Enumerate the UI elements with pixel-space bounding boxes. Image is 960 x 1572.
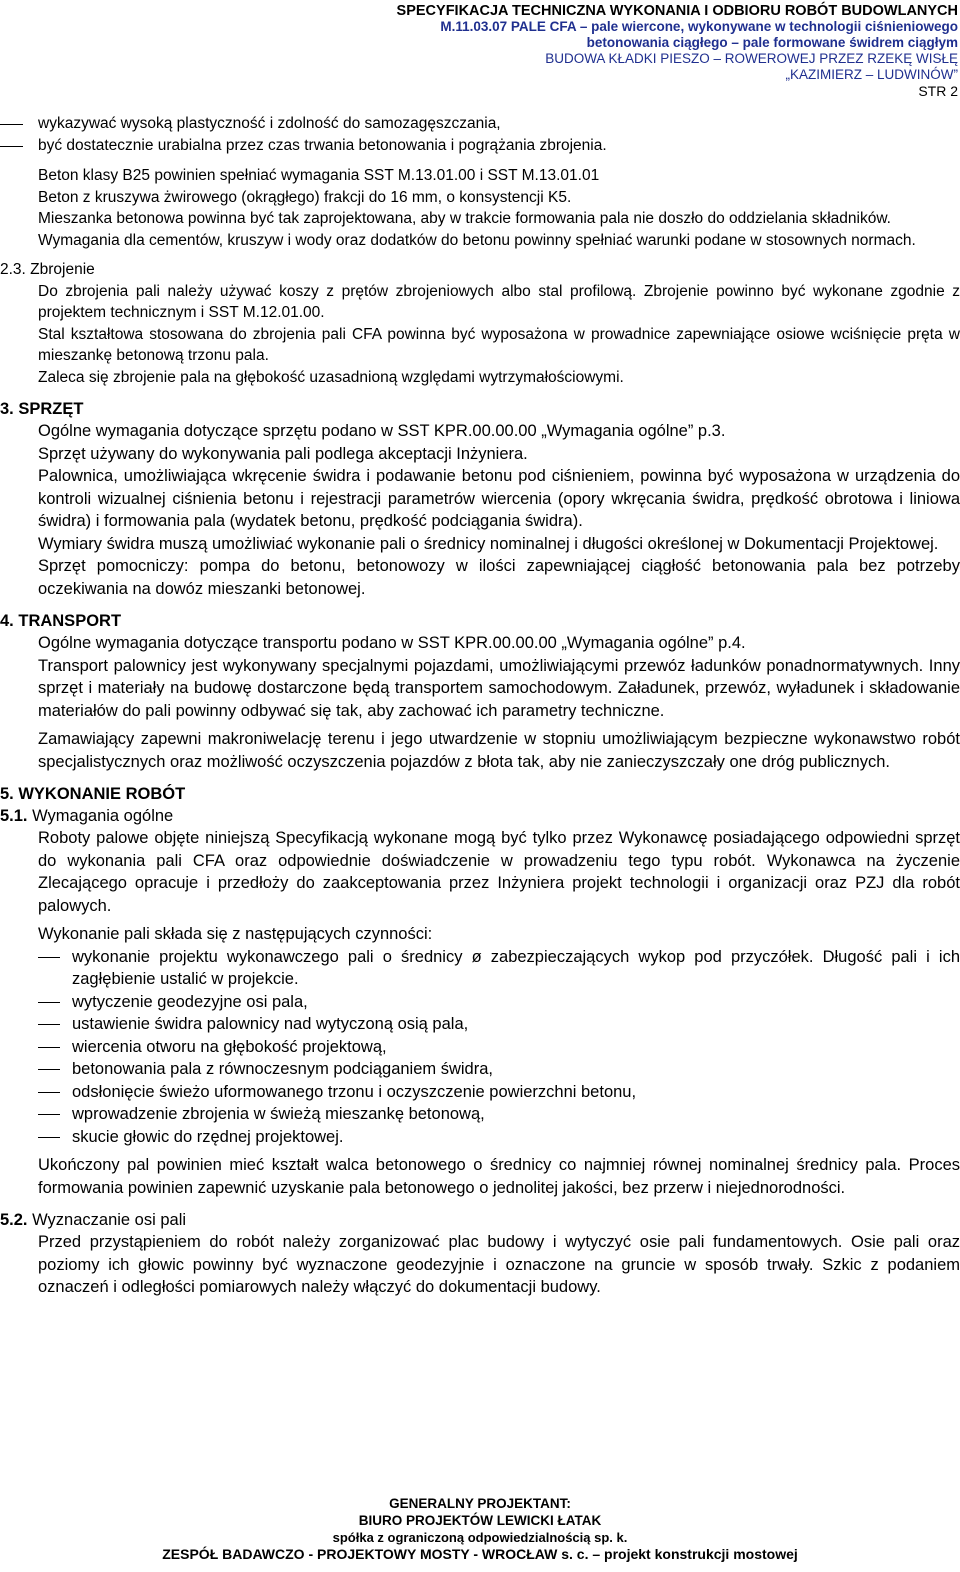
paragraph-mix: Mieszanka betonowa powinna być tak zaprojektowana, aby w trakcie formowania pala nie doszło do oddzielania składników. [38,210,891,227]
paragraph-works-1: Roboty palowe objęte niniejszą Specyfikacją wykonane mogą być tylko przez Wykonawcę posiadającego odpowiedni sprzęt do wykonania pali CFA oraz odpowiednie doświadczenie w prowadzeniu tego typu robót. Wykonawca na życzenie Zlecającego opracuje i przedłoży do zaakceptowania przez Inżyniera projekt technologii i organizacji oraz PZJ dla robót palowych. [38,829,960,915]
steps-list [0,946,960,1149]
page-header [397,3,958,100]
list-item: skucie głowic do rzędnej projektowej. [0,1126,960,1149]
header-project-name: BUDOWA KŁADKI PIESZO – ROWEROWEJ PRZEZ RZEKĘ WISŁĘ [545,51,958,66]
list-item: wytyczenie geodezyjne osi pala, [0,991,960,1014]
footer-design-team: ZESPÓŁ BADAWCZO - PROJEKTOWY MOSTY - WROCŁAW s. c. – projekt konstrukcji mostowej [162,1546,798,1562]
paragraph-b25: Beton klasy B25 powinien spełniać wymagania SST M.13.01.00 i SST M.13.01.01 [38,167,600,184]
page-footer [0,1495,960,1563]
paragraph-equipment-5: Sprzęt pomocniczy: pompa do betonu, betonowozy w ilości zapewniającej ciągłość betonowania pala bez potrzeby oczekiwania na dowóz mieszanki betonowej. [38,557,960,598]
paragraph-equipment-2: Sprzęt używany do wykonywania pali podlega akceptacji Inżyniera. [38,444,528,463]
list-item: wprowadzenie zbrojenia w świeżą mieszankę betonową, [0,1103,960,1126]
footer-company-form: spółka z ograniczoną odpowiedzialnością sp. k. [332,1530,628,1545]
paragraph-aggregate: Beton z kruszywa żwirowego (okrągłego) frakcji do 16 mm, o konsystencji K5. [38,188,572,206]
list-item: betonowania pala z równoczesnym podciąganiem świdra, [0,1058,960,1081]
footer-general-designer: GENERALNY PROJEKTANT: [389,1496,571,1511]
paragraph-cements: Wymagania dla cementów, kruszyw i wody oraz dodatków do betonu powinny spełniać warunki podane w stosownych normach. [38,231,916,249]
header-location: „KAZIMIERZ – LUDWINÓW” [785,67,958,82]
heading-equipment-title: SPRZĘT [18,400,84,418]
list-item: wiercenia otworu na głębokość projektową, [0,1036,960,1059]
paragraph-works-2: Wykonanie pali składa się z następujących czynności: [38,925,433,943]
paragraph-reinforcement-3: Zaleca się zbrojenie pala na głębokość uzasadnioną względami wytrzymałościowymi. [38,368,624,386]
document-body [0,113,960,1299]
paragraph-reinforcement-2: Stal kształtowa stosowana do zbrojenia pali CFA powinna być wyposażona w prowadnice zapewniające osiowe wciśnięcie pręta w mieszankę betonową trzonu pala. [38,325,960,364]
heading-equipment-number: 3. [0,400,14,418]
header-spec-subtitle: betonowania ciągłego – pale formowane świdrem ciągłym [586,35,958,50]
paragraph-transport-1: Ogólne wymagania dotyczące transportu podano w SST KPR.00.00.00 „Wymagania ogólne” p.4. [38,634,746,652]
list-item: odsłonięcie świeżo uformowanego trzonu i oczyszczenie powierzchni betonu, [0,1081,960,1104]
heading-transport-title: TRANSPORT [18,612,122,630]
header-title: SPECYFIKACJA TECHNICZNA WYKONANIA I ODBIORU ROBÓT BUDOWLANYCH [396,3,958,19]
paragraph-equipment-1: Ogólne wymagania dotyczące sprzętu podano w SST KPR.00.00.00 „Wymagania ogólne” p.3. [38,422,726,440]
heading-general-requirements: 5.1. Wymagania ogólne [0,807,174,825]
header-spec-code: M.11.03.07 PALE CFA – pale wiercone, wykonywane w technologii ciśnieniowego [440,19,958,34]
heading-reinforcement: 2.3. Zbrojenie [0,261,95,278]
footer-company: BIURO PROJEKTÓW LEWICKI ŁATAK [358,1513,602,1528]
list-item: wykonanie projektu wykonawczego pali o średnicy ø zabezpieczających wykop pod przyczółek. Długość pali i ich zagłębienie ustalić w projekcie. [0,946,960,991]
paragraph-reinforcement-1: Do zbrojenia pali należy używać koszy z prętów zbrojeniowych albo stal profilową. Zbrojenie powinno być wykonane zgodnie z projektem technicznym i SST M.12.01.00. [38,282,960,321]
paragraph-transport-2: Transport palownicy jest wykonywany specjalnymi pojazdami, umożliwiającymi przewóz ładunków ponadnormatywnych. Inny sprzęt i materiały na budowę dostarczone będą transportem samochodowym. Załadunek, przewóz, wyładunek i składowanie materiałów do pali powinny odbywać się tak, aby zachować ich parametry techniczne. [38,656,960,720]
paragraph-equipment-3: Palownica, umożliwiająca wkręcenie świdra i podawanie betonu pod ciśnieniem, powinna być wyposażona w urządzenia do kontroli wizualnej ciśnienia betonu i rejestracji parametrów wiercenia (opory wkręcania świdra, prędkość obrotowa i liniowa świdra) i formowania pala (wydatek betonu, prędkość podciągania świdra). [38,467,960,530]
paragraph-pile-axes: Przed przystąpieniem do robót należy zorganizować plac budowy i wytyczyć osie pali fundamentowych. Osie pali oraz poziomy ich głowic powinny być wyznaczone geodezyjnie i oznaczone na gruncie w sposób trwały. Szkic z podaniem oznaczeń i odległości pomiarowych należy włączyć do dokumentacji budowy. [38,1233,960,1296]
paragraph-equipment-4: Wymiary świdra muszą umożliwiać wykonanie pali o średnicy nominalnej i długości określonej w Dokumentacji Projektowej. [38,534,939,553]
list-item: ustawienie świdra palownicy nad wytyczoną osią pala, [0,1013,960,1036]
heading-equipment [0,398,960,420]
heading-transport-number: 4. [0,612,14,630]
paragraph-transport-3: Zamawiający zapewni makroniwelację terenu i jego utwardzenie w stopniu umożliwiającym bezpieczne wykonawstwo robót specjalistycznych oraz możliwość oczyszczenia pojazdów z błota tak, aby nie zanieczyszczały one dróg publicznych. [38,730,960,771]
page-number: STR 2 [918,83,958,99]
bullet-plasticity: wykazywać wysoką plastyczność i zdolność do samozagęszczania, [0,113,960,135]
heading-execution: 5. WYKONANIE ROBÓT [0,785,186,803]
heading-pile-axes: 5.2. Wyznaczanie osi pali [0,1211,187,1229]
paragraph-works-3: Ukończony pal powinien mieć kształt walca betonowego o średnicy co najmniej równej nominalnej średnicy pala. Proces formowania powinien zapewnić uzyskanie pala betonowego o jednolitej jakości, bez przerw i niejednorodności. [38,1156,960,1197]
bullet-workability: być dostatecznie urabialna przez czas trwania betonowania i pogrążania zbrojenia. [0,135,960,157]
heading-transport [0,610,960,632]
